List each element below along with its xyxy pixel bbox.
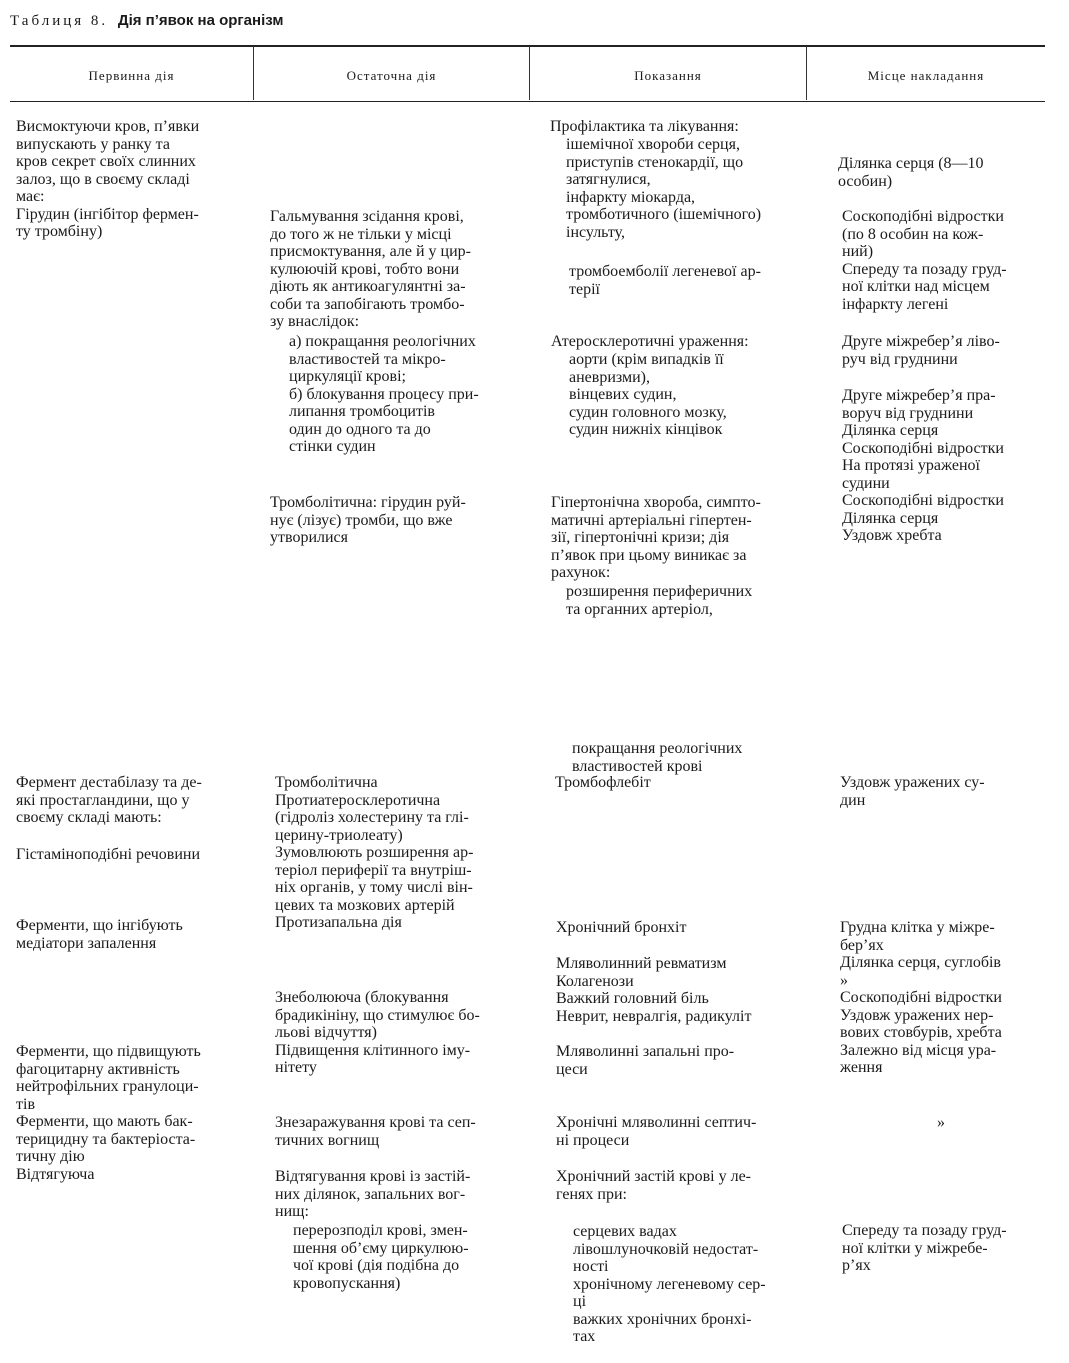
- final-action-cell-5: Знезаражування крові та сеп- тичних вогнищ: [275, 1114, 476, 1149]
- indications-cell-3-sublist: розширення периферичних та органних артеріол,: [566, 583, 753, 618]
- table-caption: [10, 12, 283, 30]
- indications-cell-6: Хронічний бронхіт: [556, 919, 687, 936]
- site-cell-8: Спереду та позаду груд- ної клітки у міжребе- р’ях: [842, 1222, 1007, 1274]
- final-action-cell-2: Тромболітична: гірудин руй- нує (лізує) тромби, що вже утворилися: [270, 494, 466, 546]
- column-header-primary-action: Первинна дія: [88, 68, 175, 83]
- final-action-cell-1-sublist: а) покращання реологічних властивостей та мікро- циркуляції крові; б) блокування процесу при- липання тромбоцитів один до одного та до стінки судин: [289, 333, 479, 455]
- table-header-rule: [10, 101, 1045, 102]
- primary-action-cell-1: Висмоктуючи кров, п’явки випускають у ранку та кров секрет своїх слинних залоз, що в своєму складі має: Гірудин (інгібітор фермен- ту тромбіну): [16, 118, 200, 240]
- indications-cell-1-embolism: тромбоемболії легеневої ар- терії: [569, 263, 761, 298]
- table-top-rule: [10, 45, 1045, 47]
- site-cell-5: Уздовж уражених су- дин: [840, 774, 985, 809]
- indications-cell-3: Гіпертонічна хвороба, симпто- матичні артеріальні гіпертен- зії, гіпертонічні кризи; дія п’явок при цьому виникає за рахунок:: [551, 494, 761, 581]
- final-action-cell-6: Відтягування крові із застій- них ділянок, запальних вог- нищ:: [275, 1168, 471, 1220]
- column-header-application-site: Місце накладання: [867, 68, 985, 83]
- indications-cell-5: Тромбофлебіт: [555, 774, 651, 791]
- column-header-final-action: Остаточна дія: [346, 68, 437, 83]
- indications-cell-7: Мляволинний ревматизм Колагенози Важкий головний біль Неврит, невралгія, радикуліт: [556, 955, 752, 1025]
- final-action-cell-6-sublist: перерозподіл крові, змен- шення об’єму циркулюю- чої крові (дія подібна до кровопускання): [293, 1222, 469, 1292]
- indications-cell-10-sublist: серцевих вадах лівошлуночковій недостат- ності хронічному легеневому сер- ці важких хронічних бронхі- тах: [573, 1223, 766, 1345]
- table-caption-label: Таблиця 8.: [10, 13, 109, 29]
- final-action-cell-4: Знеболююча (блокування брадикініну, що стимулює бо- льові відчуття) Підвищення клітинного іму- нітету: [275, 989, 480, 1076]
- indications-cell-4: покращання реологічних властивостей крові: [572, 740, 743, 775]
- indications-cell-8: Мляволинні запальні про- цеси: [556, 1043, 735, 1078]
- indications-cell-2: Атеросклеротичні ураження:: [551, 333, 749, 350]
- indications-cell-1-sublist: ішемічної хвороби серця, приступів стенокардії, що затягнулися, інфаркту міокарда, тромботичного (ішемічного) інсульту,: [566, 136, 762, 241]
- column-header-indications: Показання: [634, 68, 702, 83]
- primary-action-cell-4: Ферменти, що інгібують медіатори запалення: [16, 917, 183, 952]
- site-cell-3: Друге міжребер’я ліво- руч від груднини: [842, 333, 1000, 368]
- indications-cell-1: Профілактика та лікування:: [550, 118, 739, 135]
- indications-cell-9: Хронічні мляволинні септич- ні процеси: [556, 1114, 757, 1149]
- site-cell-6: Грудна клітка у міжре- бер’ях Ділянка серця, суглобів » Соскоподібні відростки Уздовж уражених нер- вових стовбурів, хребта Залежно від місця ура- ження: [840, 919, 1002, 1076]
- final-action-cell-1: Гальмування зсідання крові, до того ж не тільки у місці присмоктування, але й у цир- кулюючій крові, тобто вони діють як антикоагулянтні за- соби та запобігають тромбо- зу внаслідок:: [270, 208, 471, 330]
- site-cell-1: Ділянка серця (8—10 особин): [838, 155, 984, 190]
- site-cell-2: Соскоподібні відростки (по 8 особин на кож- ний) Спереду та позаду груд- ної клітки над місцем інфаркту легені: [842, 208, 1007, 313]
- site-cell-4: Друге міжребер’я пра- воруч від груднини Ділянка серця Соскоподібні відростки На протязі ураженої судини Соскоподібні відростки Ділянка серця Уздовж хребта: [842, 387, 1004, 544]
- primary-action-cell-2: Фермент дестабілазу та де- які простагландини, що у своєму складі мають:: [16, 774, 202, 826]
- primary-action-cell-5: Ферменти, що підвищують фагоцитарну активність нейтрофільних гранулоци- тів Ферменти, що мають бак- терицидну та бактеріоста- тичну дію Відтягуюча: [16, 1043, 201, 1183]
- indications-cell-10: Хронічний застій крові у ле- генях при:: [556, 1168, 752, 1203]
- primary-action-cell-3: Гістаміноподібні речовини: [16, 846, 201, 863]
- table-caption-title: Дія п’явок на організм: [117, 12, 284, 29]
- indications-cell-2-sublist: аорти (крім випадків її аневризми), вінцевих судин, судин головного мозку, судин нижніх кінцівок: [569, 351, 727, 438]
- final-action-cell-3: Тромболітична Протиатеросклеротична (гідроліз холестерину та глі- церину-триолеату) Зумовлюють розширення ар- теріол периферії та внутріш- ніх органів, у тому числі він- цевих та мозкових артерій Протизапальна дія: [275, 774, 474, 931]
- site-cell-7: »: [937, 1114, 945, 1131]
